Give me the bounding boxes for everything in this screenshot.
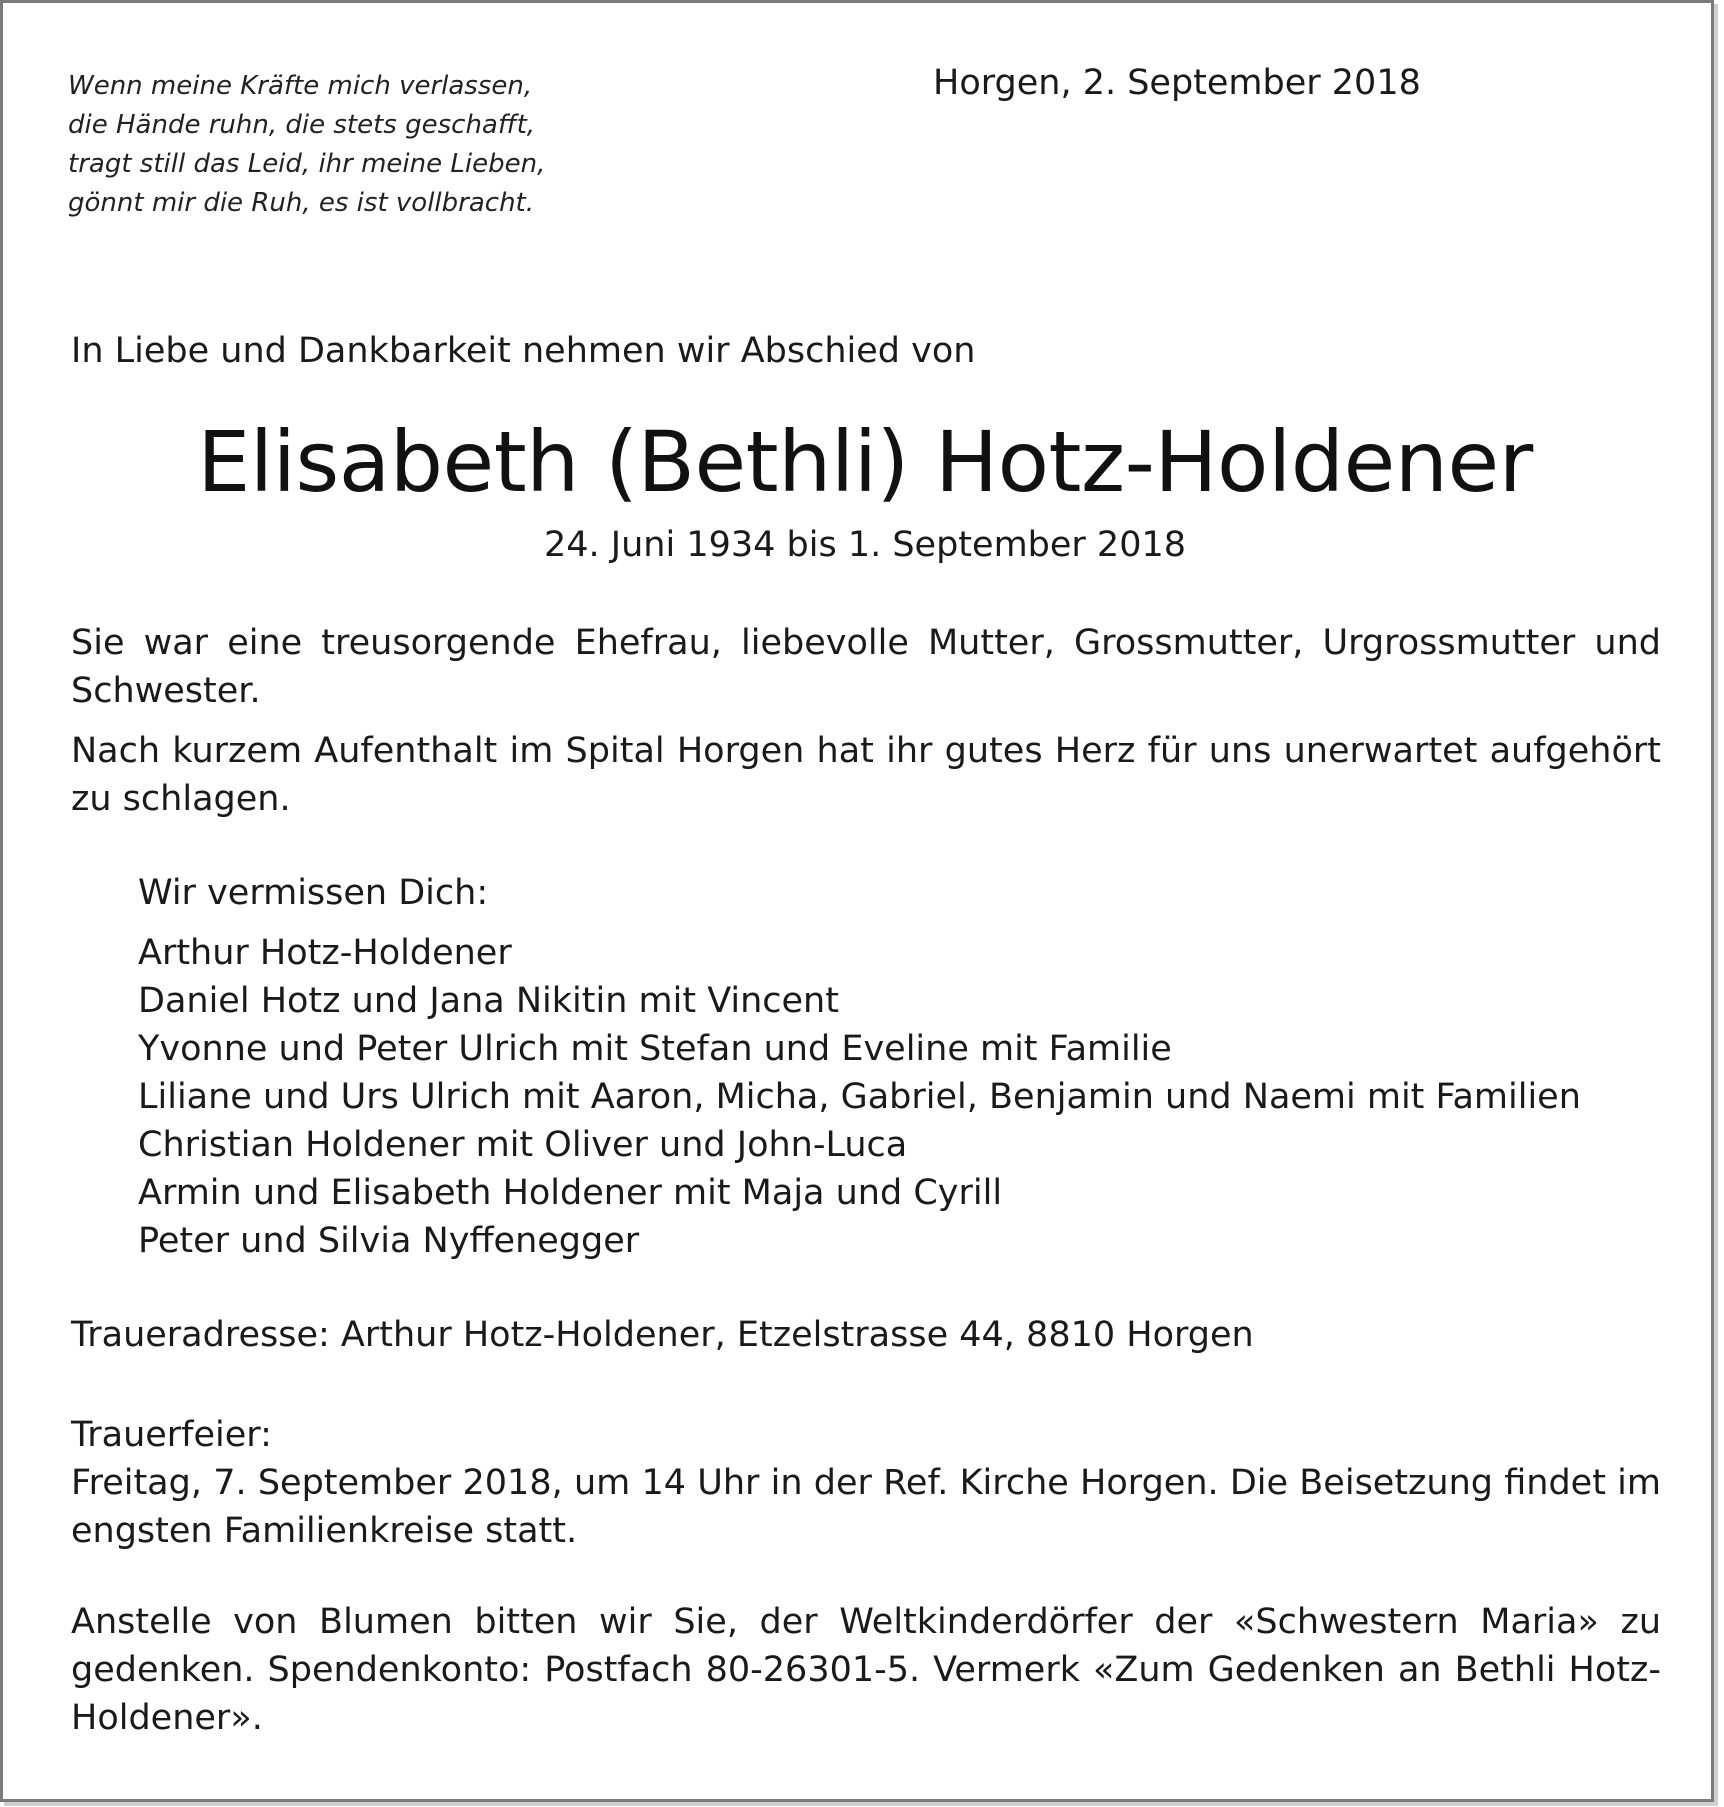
mourners-list <box>138 929 1581 1265</box>
passing-paragraph: Nach kurzem Aufenthalt im Spital Horgen hat ihr gutes Herz für uns unerwartet aufgehört zu schlagen. <box>71 731 1661 819</box>
mourner-entry: Yvonne und Peter Ulrich mit Stefan und Eveline mit Familie <box>138 1029 1172 1069</box>
memorial-poem <box>68 67 545 223</box>
mourner-entry: Arthur Hotz-Holdener <box>138 933 512 973</box>
deceased-name: Elisabeth (Bethli) Hotz-Holdener <box>197 413 1533 511</box>
place-and-date: Horgen, 2. September 2018 <box>933 63 1421 103</box>
life-dates: 24. Juni 1934 bis 1. September 2018 <box>544 525 1186 565</box>
intro-text: In Liebe und Dankbarkeit nehmen wir Abschied von <box>71 331 976 371</box>
tribute-paragraph: Sie war eine treusorgende Ehefrau, liebevolle Mutter, Grossmutter, Urgrossmutter und Schwester. <box>71 623 1661 711</box>
mourner-entry: Daniel Hotz und Jana Nikitin mit Vincent <box>138 981 839 1021</box>
poem-line: die Hände ruhn, die stets geschafft, <box>68 110 536 140</box>
funeral-service <box>71 1411 1661 1555</box>
donation-note: Anstelle von Blumen bitten wir Sie, der Weltkinderdörfer der «Schwestern Maria» zu gedenken. Spendenkonto: Postfach 80-26301-5. Vermerk «Zum Gedenken an Bethli Hotz-Holdener». <box>71 1602 1661 1738</box>
mourner-entry: Peter und Silvia Nyffenegger <box>138 1221 640 1261</box>
poem-line: gönnt mir die Ruh, es ist vollbracht. <box>68 188 535 218</box>
mourner-entry: Liliane und Urs Ulrich mit Aaron, Micha, Gabriel, Benjamin und Naemi mit Familien <box>138 1077 1581 1117</box>
service-label: Trauerfeier: <box>71 1415 272 1455</box>
mourner-entry: Christian Holdener mit Oliver und John-Luca <box>138 1125 908 1165</box>
poem-line: Wenn meine Kräfte mich verlassen, <box>68 71 533 101</box>
mourning-address: Traueradresse: Arthur Hotz-Holdener, Etzelstrasse 44, 8810 Horgen <box>71 1315 1254 1355</box>
mourners-heading: Wir vermissen Dich: <box>138 873 489 913</box>
service-details: Freitag, 7. September 2018, um 14 Uhr in der Ref. Kirche Horgen. Die Beisetzung findet im engsten Familienkreise statt. <box>71 1463 1661 1551</box>
poem-line: tragt still das Leid, ihr meine Lieben, <box>68 149 546 179</box>
mourner-entry: Armin und Elisabeth Holdener mit Maja und Cyrill <box>138 1173 1003 1213</box>
